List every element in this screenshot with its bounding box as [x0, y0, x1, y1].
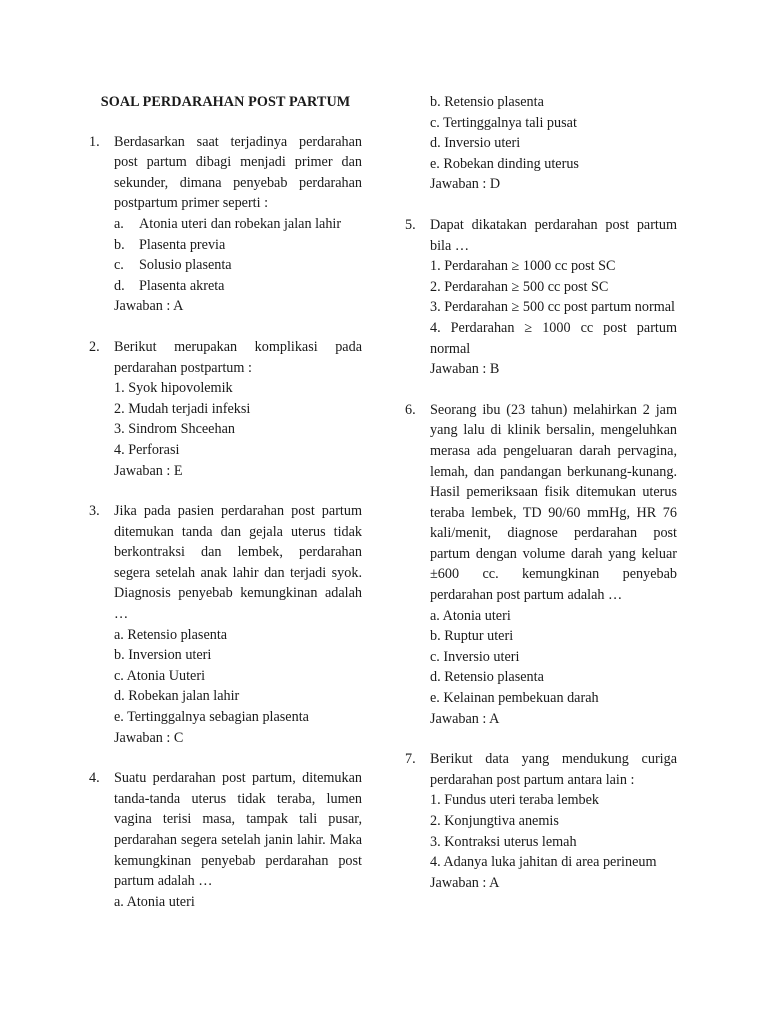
question-number: 3.: [89, 503, 100, 520]
question-number: 4.: [89, 770, 100, 787]
option: 3. Kontraksi uterus lemah: [430, 833, 577, 850]
document-title: SOAL PERDARAHAN POST PARTUM: [100, 94, 351, 110]
question-5: [405, 215, 677, 380]
option: a. Atonia uteri dan robekan jalan lahir: [114, 215, 342, 232]
answer: Jawaban : A: [430, 874, 500, 891]
option: c. Inversio uteri: [430, 648, 520, 665]
left-column: [89, 92, 362, 932]
option: d. Robekan jalan lahir: [114, 688, 240, 705]
answer: Jawaban : A: [114, 298, 184, 315]
question-text: Berikut merupakan komplikasi pada perdarahan postpartum :: [114, 338, 362, 376]
option: 2. Konjungtiva anemis: [430, 813, 559, 829]
option: 3. Perdarahan ≥ 500 cc post partum normal: [430, 299, 675, 316]
option: b. Ruptur uteri: [430, 628, 514, 645]
answer: Jawaban : B: [430, 361, 500, 378]
question-number: 1.: [89, 133, 100, 150]
question-number: 7.: [405, 751, 416, 768]
question-number: 5.: [405, 216, 416, 233]
option: 1. Fundus uteri teraba lembek: [430, 792, 600, 809]
option: e. Robekan dinding uterus: [430, 155, 579, 172]
question-number: 2.: [89, 338, 100, 355]
question-text: Suatu perdarahan post partum, ditemukan tanda-tanda uterus tidak teraba, lumen vagina terisi masa, tampak tali pusar, perdarahan segera setelah janin lahir. Maka kemungkinan penyebab perdarahan post partum adalah …: [114, 770, 362, 890]
answer: Jawaban : C: [114, 729, 184, 746]
option: 2. Perdarahan ≥ 500 cc post SC: [430, 278, 609, 295]
question-4: [89, 768, 362, 912]
option: 1. Perdarahan ≥ 1000 cc post SC: [430, 258, 616, 275]
option: a. Atonia uteri: [114, 893, 195, 910]
question-6: [405, 400, 677, 730]
option: e. Kelainan pembekuan darah: [430, 690, 599, 707]
option: c. Atonia Uuteri: [114, 667, 206, 684]
option: c. Tertinggalnya tali pusat: [430, 114, 577, 131]
option: a. Retensio plasenta: [114, 626, 228, 643]
option: 2. Mudah terjadi infeksi: [114, 400, 251, 417]
question-text: Berdasarkan saat terjadinya perdarahan post partum dibagi menjadi primer dan sekunder, dimana penyebab perdarahan postpartum primer seperti :: [114, 133, 362, 212]
question-text: Seorang ibu (23 tahun) melahirkan 2 jam yang lalu di klinik bersalin, mengeluhkan merasa ada pengeluaran darah pervagina, lemah, dan pandangan berkunang-kunang. Hasil pemeriksaan fisik ditemukan uterus teraba lembek, TD 90/60 mmHg, HR 76 kali/menit, diagnose perdarahan post partum dengan volume darah yang keluar ±600 cc. kemungkinan penyebab perdarahan post partum adalah …: [430, 401, 677, 604]
option: 4. Perdarahan ≥ 1000 cc post partum normal: [430, 319, 677, 357]
option: d. Plasenta akreta: [114, 277, 225, 294]
option: 4. Perforasi: [114, 441, 180, 458]
question-3: [89, 501, 362, 748]
option: 3. Sindrom Shceehan: [114, 421, 235, 438]
option: a. Atonia uteri: [430, 607, 511, 624]
option: d. Retensio plasenta: [430, 669, 544, 686]
option: b. Plasenta previa: [114, 236, 226, 253]
option: b. Inversion uteri: [114, 647, 212, 664]
answer: Jawaban : A: [430, 710, 500, 727]
right-column: [405, 92, 677, 913]
option: e. Tertinggalnya sebagian plasenta: [114, 709, 309, 726]
question-7: [405, 749, 677, 893]
question-2: [89, 337, 362, 481]
question-text: Jika pada pasien perdarahan post partum ditemukan tanda dan gejala uterus tidak berkontraksi dan lembek, perdarahan segera setelah anak lahir dan terjadi syok. Diagnosis penyebab kemungkinan adalah …: [114, 503, 362, 623]
option: 1. Syok hipovolemik: [114, 380, 233, 397]
option: d. Inversio uteri: [430, 135, 521, 152]
question-text: Berikut data yang mendukung curiga perdarahan post partum antara lain :: [430, 751, 677, 788]
question-number: 6.: [405, 401, 416, 418]
question-1: [89, 132, 362, 317]
option: 4. Adanya luka jahitan di area perineum: [430, 854, 657, 871]
answer: Jawaban : D: [430, 176, 501, 193]
option: b. Retensio plasenta: [430, 94, 544, 110]
question-4-continued: [405, 92, 677, 195]
question-text: Dapat dikatakan perdarahan post partum bila …: [430, 216, 677, 254]
answer: Jawaban : E: [114, 462, 183, 479]
option: c. Solusio plasenta: [114, 257, 232, 274]
